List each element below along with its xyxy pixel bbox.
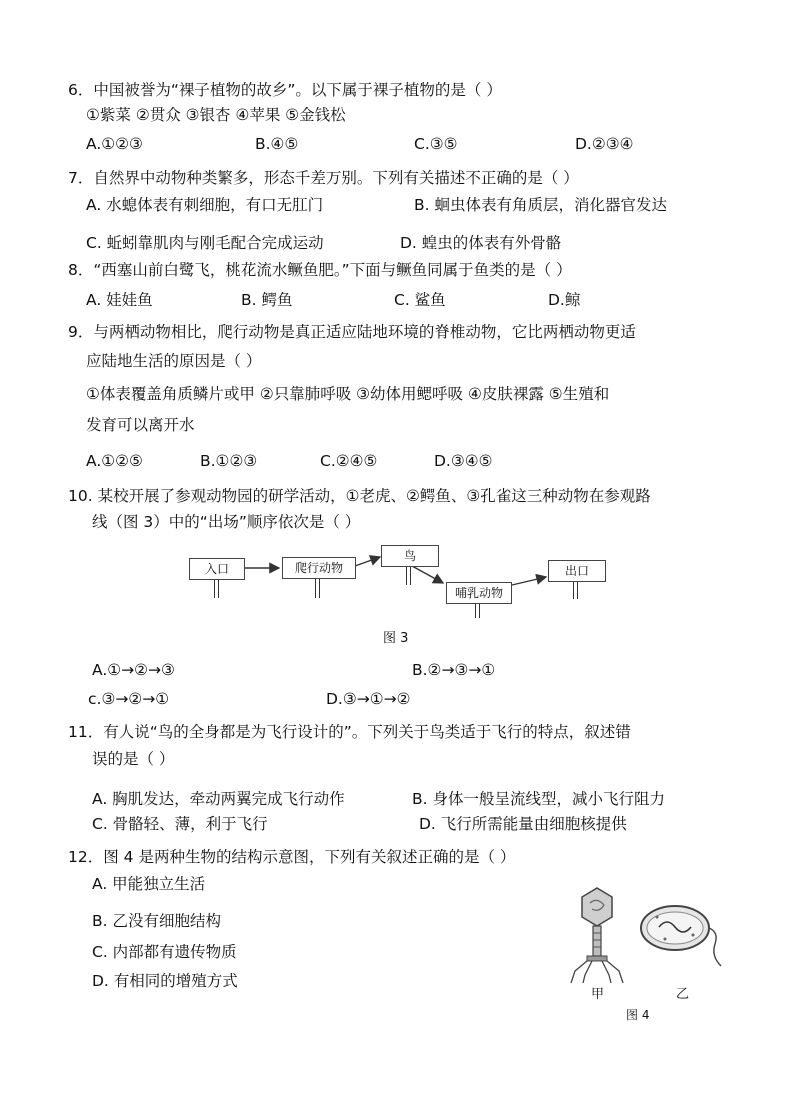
q6-items: ①紫菜 ②贯众 ③银杏 ④苹果 ⑤金钱松 bbox=[86, 106, 346, 124]
q9-option-c: C.②④⑤ bbox=[320, 452, 378, 470]
figure-4-label-yi: 乙 bbox=[676, 987, 690, 1002]
figure-4-caption: 图 4 bbox=[626, 1008, 650, 1022]
figure-3-caption: 图 3 bbox=[383, 631, 409, 646]
q8-option-d: D.鲸 bbox=[548, 291, 581, 309]
figure-4-label-jia: 甲 bbox=[591, 987, 605, 1002]
q10-stem-line2: 线（图 3）中的“出场”顺序依次是（ ） bbox=[92, 513, 361, 531]
q12-option-a: A. 甲能独立生活 bbox=[92, 875, 206, 893]
sign-exit-post bbox=[573, 582, 578, 599]
q12-option-c: C. 内部都有遗传物质 bbox=[92, 943, 237, 961]
sign-entrance: 入口 bbox=[189, 558, 245, 580]
q10-stem-line1: 10. 某校开展了参观动物园的研学活动，①老虎、②鳄鱼、③孔雀这三种动物在参观路 bbox=[68, 487, 651, 505]
q8-option-a: A. 娃娃鱼 bbox=[86, 291, 153, 309]
sign-mammals: 哺乳动物 bbox=[446, 582, 512, 604]
sign-reptiles: 爬行动物 bbox=[282, 557, 356, 579]
q7-option-c: C. 蚯蚓靠肌肉与刚毛配合完成运动 bbox=[86, 234, 324, 252]
q9-items-line1: ①体表覆盖角质鳞片或甲 ②只靠肺呼吸 ③幼体用鳃呼吸 ④皮肤裸露 ⑤生殖和 bbox=[86, 385, 610, 403]
q6-option-c: C.③⑤ bbox=[414, 135, 458, 153]
q11-stem-line2: 误的是（ ） bbox=[92, 750, 175, 768]
sign-exit: 出口 bbox=[548, 560, 606, 582]
q7-option-d: D. 蝗虫的体表有外骨骼 bbox=[400, 234, 562, 252]
q12-stem: 12．图 4 是两种生物的结构示意图，下列有关叙述正确的是（ ） bbox=[68, 848, 516, 866]
q6-option-a: A.①②③ bbox=[86, 135, 143, 153]
sign-entrance-post bbox=[214, 580, 219, 598]
sign-reptiles-post bbox=[315, 579, 320, 598]
q12-option-b: B. 乙没有细胞结构 bbox=[92, 912, 221, 930]
q9-option-a: A.①②⑤ bbox=[86, 452, 143, 470]
q8-option-b: B. 鳄鱼 bbox=[241, 291, 293, 309]
q11-option-d: D. 飞行所需能量由细胞核提供 bbox=[419, 815, 627, 833]
sign-mammals-post bbox=[475, 604, 480, 618]
q10-option-a: A.①→②→③ bbox=[92, 661, 175, 679]
q10-option-c: c.③→②→① bbox=[88, 690, 170, 708]
q12-option-d: D. 有相同的增殖方式 bbox=[92, 972, 238, 990]
q9-items-line2: 发育可以离开水 bbox=[86, 416, 195, 434]
q7-option-a: A. 水螅体表有刺细胞，有口无肛门 bbox=[86, 196, 324, 214]
q9-option-d: D.③④⑤ bbox=[434, 452, 493, 470]
q7-stem: 7．自然界中动物种类繁多，形态千差万别。下列有关描述不正确的是（ ） bbox=[68, 169, 579, 187]
q11-option-c: C. 骨骼轻、薄，利于飞行 bbox=[92, 815, 268, 833]
q6-stem: 6．中国被誉为“裸子植物的故乡”。以下属于裸子植物的是（ ） bbox=[68, 81, 502, 99]
q6-option-b: B.④⑤ bbox=[255, 135, 299, 153]
q9-stem-line1: 9．与两栖动物相比，爬行动物是真正适应陆地环境的脊椎动物，它比两栖动物更适 bbox=[68, 323, 636, 341]
sign-birds-post bbox=[406, 567, 411, 585]
q9-option-b: B.①②③ bbox=[200, 452, 258, 470]
q11-option-b: B. 身体一般呈流线型，减小飞行阻力 bbox=[412, 790, 665, 808]
bacterium-icon bbox=[635, 895, 731, 975]
sign-birds: 鸟 bbox=[381, 545, 439, 567]
q9-stem-line2: 应陆地生活的原因是（ ） bbox=[86, 352, 262, 370]
bacteriophage-icon bbox=[567, 885, 627, 985]
q10-option-b: B.②→③→① bbox=[412, 661, 496, 679]
q10-option-d: D.③→①→② bbox=[326, 690, 411, 708]
q8-option-c: C. 鲨鱼 bbox=[394, 291, 446, 309]
q6-option-d: D.②③④ bbox=[575, 135, 634, 153]
q8-stem: 8．“西塞山前白鹭飞，桃花流水鳜鱼肥。”下面与鳜鱼同属于鱼类的是（ ） bbox=[68, 261, 572, 279]
q11-stem-line1: 11．有人说“鸟的全身都是为飞行设计的”。下列关于鸟类适于飞行的特点，叙述错 bbox=[68, 723, 631, 741]
q7-option-b: B. 蛔虫体表有角质层，消化器官发达 bbox=[414, 196, 667, 214]
q11-option-a: A. 胸肌发达，牵动两翼完成飞行动作 bbox=[92, 790, 345, 808]
